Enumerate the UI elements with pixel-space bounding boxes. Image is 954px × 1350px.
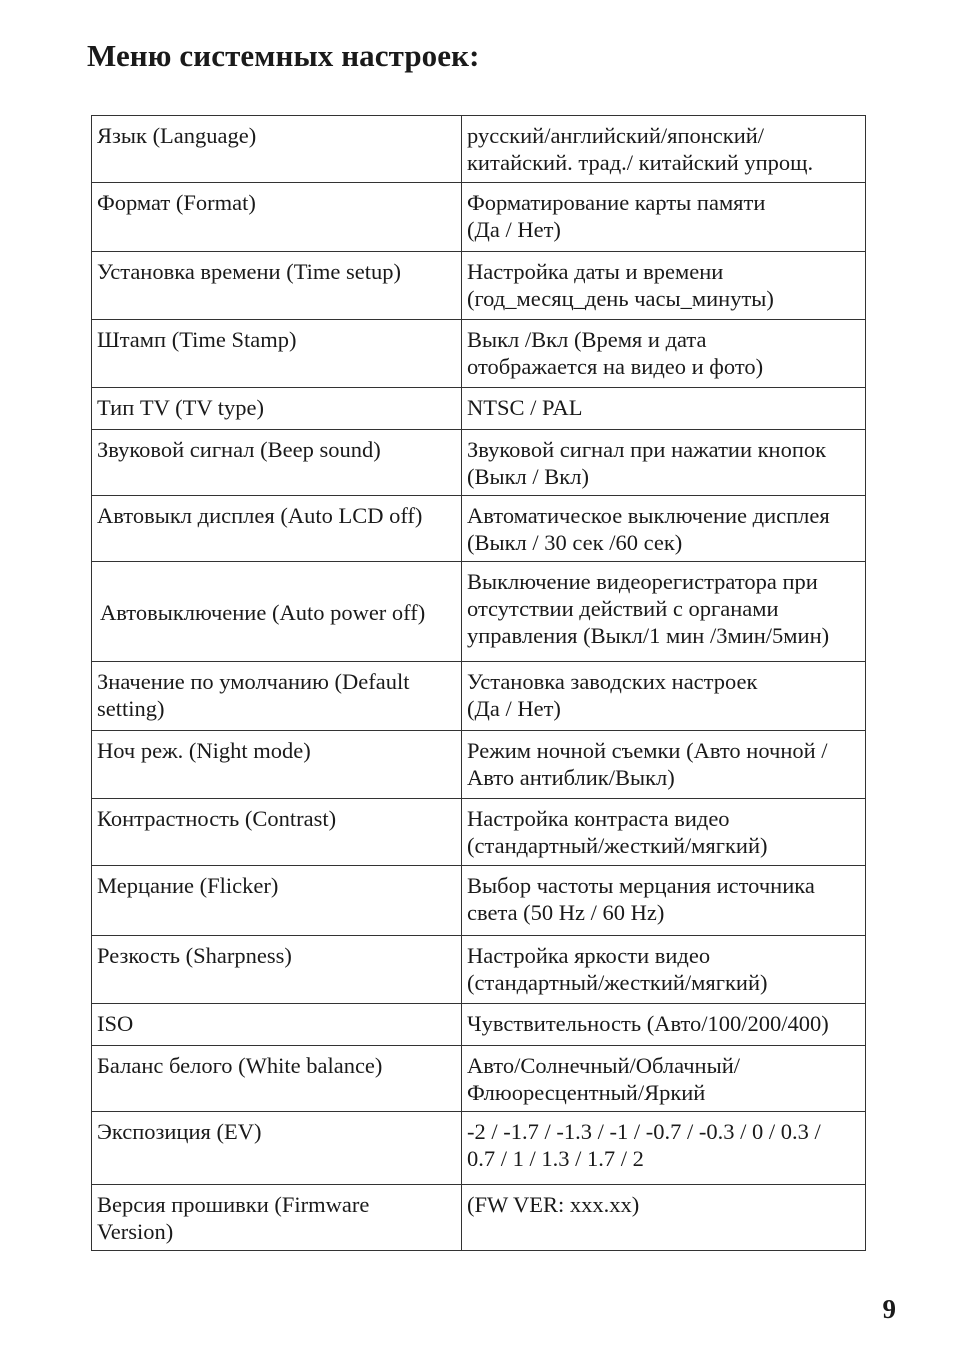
setting-name: Мерцание (Flicker) xyxy=(92,866,462,936)
table-row xyxy=(92,116,866,183)
setting-name: Тип TV (TV type) xyxy=(92,388,462,430)
setting-name: Штамп (Time Stamp) xyxy=(92,320,462,388)
setting-name: Резкость (Sharpness) xyxy=(92,936,462,1004)
setting-value: Настройка даты и времени (год_месяц_день часы_минуты) xyxy=(462,252,866,320)
table-row xyxy=(92,731,866,799)
setting-value: Звуковой сигнал при нажатии кнопок (Выкл / Вкл) xyxy=(462,430,866,496)
setting-value: Авто/Солнечный/Облачный/ Флюоресцентный/Яркий xyxy=(462,1046,866,1112)
setting-value: Режим ночной съемки (Авто ночной / Авто антиблик/Выкл) xyxy=(462,731,866,799)
page-title: Меню системных настроек: xyxy=(87,38,480,73)
setting-value: Выключение видеорегистратора при отсутствии действий с органами управления (Выкл/1 мин /3мин/5мин) xyxy=(462,562,866,662)
table-row xyxy=(92,496,866,562)
setting-value: Выкл /Вкл (Время и дата отображается на видео и фото) xyxy=(462,320,866,388)
setting-value: Чувствительность (Авто/100/200/400) xyxy=(462,1004,866,1046)
setting-name: Формат (Format) xyxy=(92,183,462,252)
table-row xyxy=(92,562,866,662)
setting-name: Автовыкл дисплея (Auto LCD off) xyxy=(92,496,462,562)
setting-name: Ноч реж. (Night mode) xyxy=(92,731,462,799)
table-row xyxy=(92,1046,866,1112)
table-row xyxy=(92,252,866,320)
table-row xyxy=(92,936,866,1004)
setting-value: Выбор частоты мерцания источника света (50 Hz / 60 Hz) xyxy=(462,866,866,936)
table-row xyxy=(92,183,866,252)
setting-value: NTSC / PAL xyxy=(462,388,866,430)
setting-name: Язык (Language) xyxy=(92,116,462,183)
setting-value: -2 / -1.7 / -1.3 / -1 / -0.7 / -0.3 / 0 / 0.3 / 0.7 / 1 / 1.3 / 1.7 / 2 xyxy=(462,1112,866,1185)
table-row xyxy=(92,320,866,388)
setting-name: Баланс белого (White balance) xyxy=(92,1046,462,1112)
setting-value: (FW VER: xxx.xx) xyxy=(462,1185,866,1251)
table-row xyxy=(92,799,866,866)
setting-name: Установка времени (Time setup) xyxy=(92,252,462,320)
setting-value: Настройка контраста видео (стандартный/жесткий/мягкий) xyxy=(462,799,866,866)
setting-value: Автоматическое выключение дисплея (Выкл / 30 сек /60 сек) xyxy=(462,496,866,562)
settings-table xyxy=(91,115,866,1251)
setting-name: ISO xyxy=(92,1004,462,1046)
setting-name: Контрастность (Contrast) xyxy=(92,799,462,866)
setting-name: Экспозиция (EV) xyxy=(92,1112,462,1185)
setting-value: Настройка яркости видео (стандартный/жесткий/мягкий) xyxy=(462,936,866,1004)
setting-name: Значение по умолчанию (Default setting) xyxy=(92,662,462,731)
table-row xyxy=(92,1185,866,1251)
setting-value: Установка заводских настроек (Да / Нет) xyxy=(462,662,866,731)
setting-value: русский/английский/японский/ китайский. трад./ китайский упрощ. xyxy=(462,116,866,183)
page-number: 9 xyxy=(882,1294,896,1324)
setting-value: Форматирование карты памяти (Да / Нет) xyxy=(462,183,866,252)
table-row xyxy=(92,388,866,430)
table-row xyxy=(92,1004,866,1046)
setting-name: Версия прошивки (Firmware Version) xyxy=(92,1185,462,1251)
setting-name: Звуковой сигнал (Beep sound) xyxy=(92,430,462,496)
table-row xyxy=(92,1112,866,1185)
table-row xyxy=(92,430,866,496)
table-row xyxy=(92,662,866,731)
setting-name: Автовыключение (Auto power off) xyxy=(92,562,462,662)
table-row xyxy=(92,866,866,936)
